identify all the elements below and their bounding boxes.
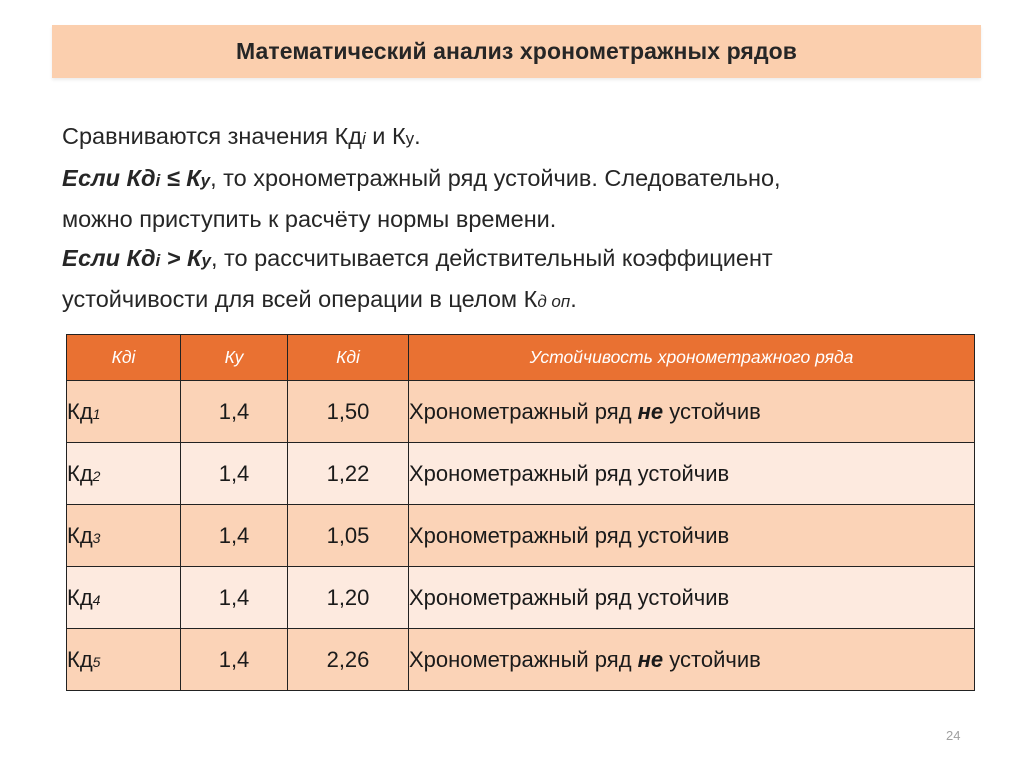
header-stability: Устойчивость хронометражного ряда: [409, 335, 975, 381]
table-row: [67, 443, 975, 505]
stability-text: Хронометражный ряд устойчив: [409, 584, 730, 610]
cell-kd-value: 1,05: [288, 505, 409, 567]
coefficient-index: 5: [92, 653, 101, 670]
table-row: [67, 381, 975, 443]
cell-ky: 1,4: [181, 629, 288, 691]
cell-kd-value: 1,50: [288, 381, 409, 443]
stability-table: [66, 334, 975, 691]
intro-line-1-text: Сравниваются значения Кд: [62, 123, 362, 149]
intro-line-5-sub: д оп: [537, 292, 571, 311]
slide-title: Математический анализ хронометражных рядов: [235, 38, 798, 64]
intro-line-1-mid: и К: [365, 123, 406, 149]
intro-text: [62, 117, 982, 322]
condition-mid: ≤ К: [160, 164, 201, 191]
table-header-row: [67, 335, 975, 381]
cell-coefficient-name: [67, 567, 181, 629]
cell-stability: [409, 629, 975, 691]
coefficient-name: Кд: [67, 584, 93, 610]
intro-line-5-text: устойчивости для всей операции в целом К: [62, 286, 538, 312]
stability-text: Хронометражный ряд устойчив: [409, 460, 730, 486]
intro-line-5-end: .: [570, 286, 577, 312]
coefficient-index: 2: [92, 467, 101, 484]
coefficient-name: Кд: [67, 398, 93, 424]
intro-line-4: [62, 239, 982, 281]
condition-sub-y: у: [200, 170, 211, 190]
condition-prefix: Если Кд: [62, 244, 156, 271]
condition-sub-i: i: [155, 170, 161, 190]
condition-mid: > К: [160, 244, 202, 271]
cell-stability: [409, 567, 975, 629]
intro-line-2-condition: [62, 165, 210, 191]
cell-kd-value: 1,22: [288, 443, 409, 505]
cell-kd-value: 1,20: [288, 567, 409, 629]
intro-line-1-sub-y: у: [405, 129, 415, 148]
stability-negation: не: [637, 398, 664, 424]
cell-stability: [409, 443, 975, 505]
cell-coefficient-name: [67, 381, 181, 443]
intro-line-1: [62, 117, 982, 159]
stability-text-end: устойчив: [663, 646, 761, 672]
cell-coefficient-name: [67, 629, 181, 691]
condition-sub-y: у: [201, 250, 211, 270]
coefficient-index: 3: [92, 529, 101, 546]
table-row: [67, 629, 975, 691]
cell-ky: 1,4: [181, 381, 288, 443]
table-row: [67, 567, 975, 629]
slide-title-bar: [52, 25, 981, 78]
intro-line-2: [62, 159, 982, 201]
cell-stability: [409, 505, 975, 567]
cell-ky: 1,4: [181, 567, 288, 629]
intro-line-3: можно приступить к расчёту нормы времени.: [62, 206, 557, 232]
intro-line-1-sub-i: i: [361, 129, 366, 148]
intro-line-4-rest: , то рассчитывается действительный коэффициент: [210, 244, 773, 271]
cell-coefficient-name: [67, 505, 181, 567]
stability-text: Хронометражный ряд: [409, 646, 638, 672]
page-number: 24: [946, 728, 961, 743]
condition-prefix: Если Кд: [62, 164, 156, 191]
intro-line-5: [62, 280, 982, 322]
stability-text: Хронометражный ряд: [409, 398, 638, 424]
stability-negation: не: [637, 646, 664, 672]
coefficient-index: 4: [92, 591, 101, 608]
cell-coefficient-name: [67, 443, 181, 505]
cell-ky: 1,4: [181, 443, 288, 505]
stability-text-end: устойчив: [663, 398, 761, 424]
table-row: [67, 505, 975, 567]
header-kdi: Кдi: [67, 335, 181, 381]
intro-line-1-end: .: [414, 123, 421, 149]
intro-line-4-condition: [62, 245, 211, 271]
coefficient-name: Кд: [67, 646, 93, 672]
cell-ky: 1,4: [181, 505, 288, 567]
cell-stability: [409, 381, 975, 443]
coefficient-name: Кд: [67, 460, 93, 486]
cell-kd-value: 2,26: [288, 629, 409, 691]
header-kdi-value: Кдi: [288, 335, 409, 381]
condition-sub-i: i: [155, 250, 161, 270]
coefficient-name: Кд: [67, 522, 93, 548]
intro-line-2-rest: , то хронометражный ряд устойчив. Следовательно,: [210, 164, 781, 191]
header-ky: Ку: [181, 335, 288, 381]
coefficient-index: 1: [92, 405, 101, 422]
stability-text: Хронометражный ряд устойчив: [409, 522, 730, 548]
